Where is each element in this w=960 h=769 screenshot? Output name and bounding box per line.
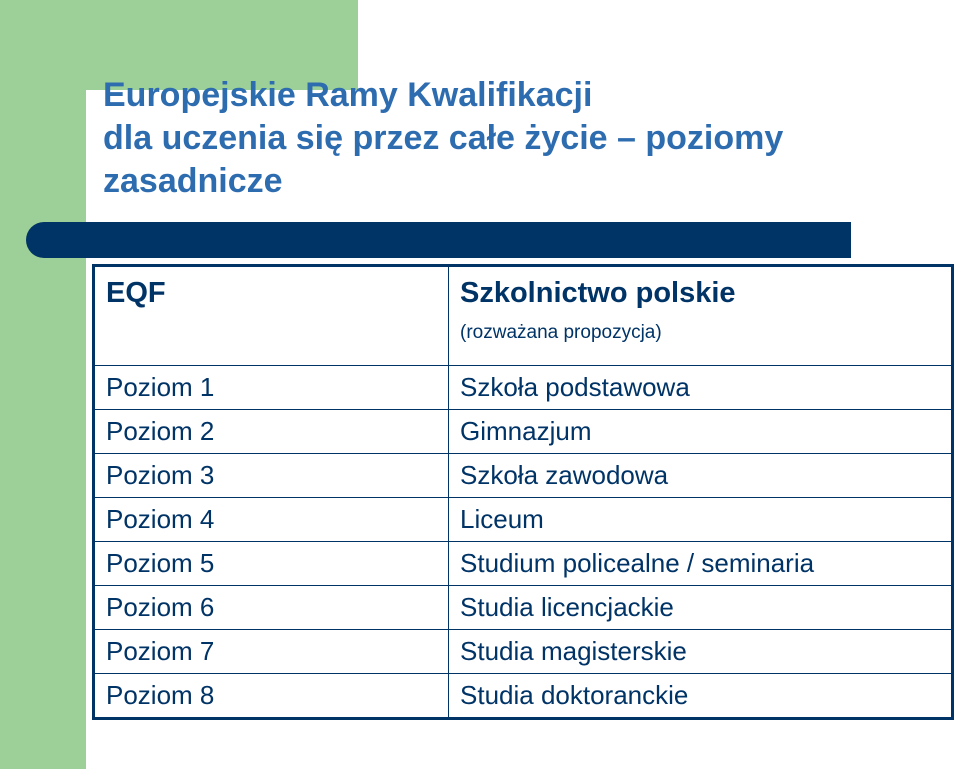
- level-cell: Poziom 7: [94, 630, 449, 674]
- green-side-panel: [0, 0, 86, 769]
- school-cell: Studia licencjackie: [449, 586, 953, 630]
- table-row: [94, 454, 953, 498]
- table-row: [94, 630, 953, 674]
- header-polish-schooling-cell: [449, 266, 953, 366]
- school-cell: Szkoła podstawowa: [449, 366, 953, 410]
- level-cell: Poziom 1: [94, 366, 449, 410]
- header-eqf-label: EQF: [106, 277, 166, 309]
- level-cell: Poziom 4: [94, 498, 449, 542]
- header-proposal-note: (rozważana propozycja): [460, 322, 662, 343]
- table-header-row: [94, 266, 953, 366]
- level-cell: Poziom 6: [94, 586, 449, 630]
- level-cell: Poziom 8: [94, 674, 449, 719]
- title-line-3: zasadnicze: [103, 162, 283, 200]
- school-cell: Studium policealne / seminaria: [449, 542, 953, 586]
- slide-title: [103, 74, 783, 203]
- table-row: [94, 542, 953, 586]
- school-cell: Liceum: [449, 498, 953, 542]
- title-divider-bar: [26, 222, 851, 258]
- table-row: [94, 498, 953, 542]
- header-polish-schooling-label: Szkolnictwo polskie: [460, 277, 736, 309]
- school-cell: Gimnazjum: [449, 410, 953, 454]
- school-cell: Szkoła zawodowa: [449, 454, 953, 498]
- title-line-2: dla uczenia się przez całe życie – poziomy: [103, 119, 784, 157]
- table-row: [94, 410, 953, 454]
- eqf-comparison-table: [92, 264, 954, 720]
- table-row: [94, 674, 953, 719]
- table-row: [94, 586, 953, 630]
- table-row: [94, 366, 953, 410]
- level-cell: Poziom 2: [94, 410, 449, 454]
- level-cell: Poziom 3: [94, 454, 449, 498]
- school-cell: Studia magisterskie: [449, 630, 953, 674]
- level-cell: Poziom 5: [94, 542, 449, 586]
- header-eqf-cell: [94, 266, 449, 366]
- title-line-1: Europejskie Ramy Kwalifikacji: [103, 76, 593, 114]
- school-cell: Studia doktoranckie: [449, 674, 953, 719]
